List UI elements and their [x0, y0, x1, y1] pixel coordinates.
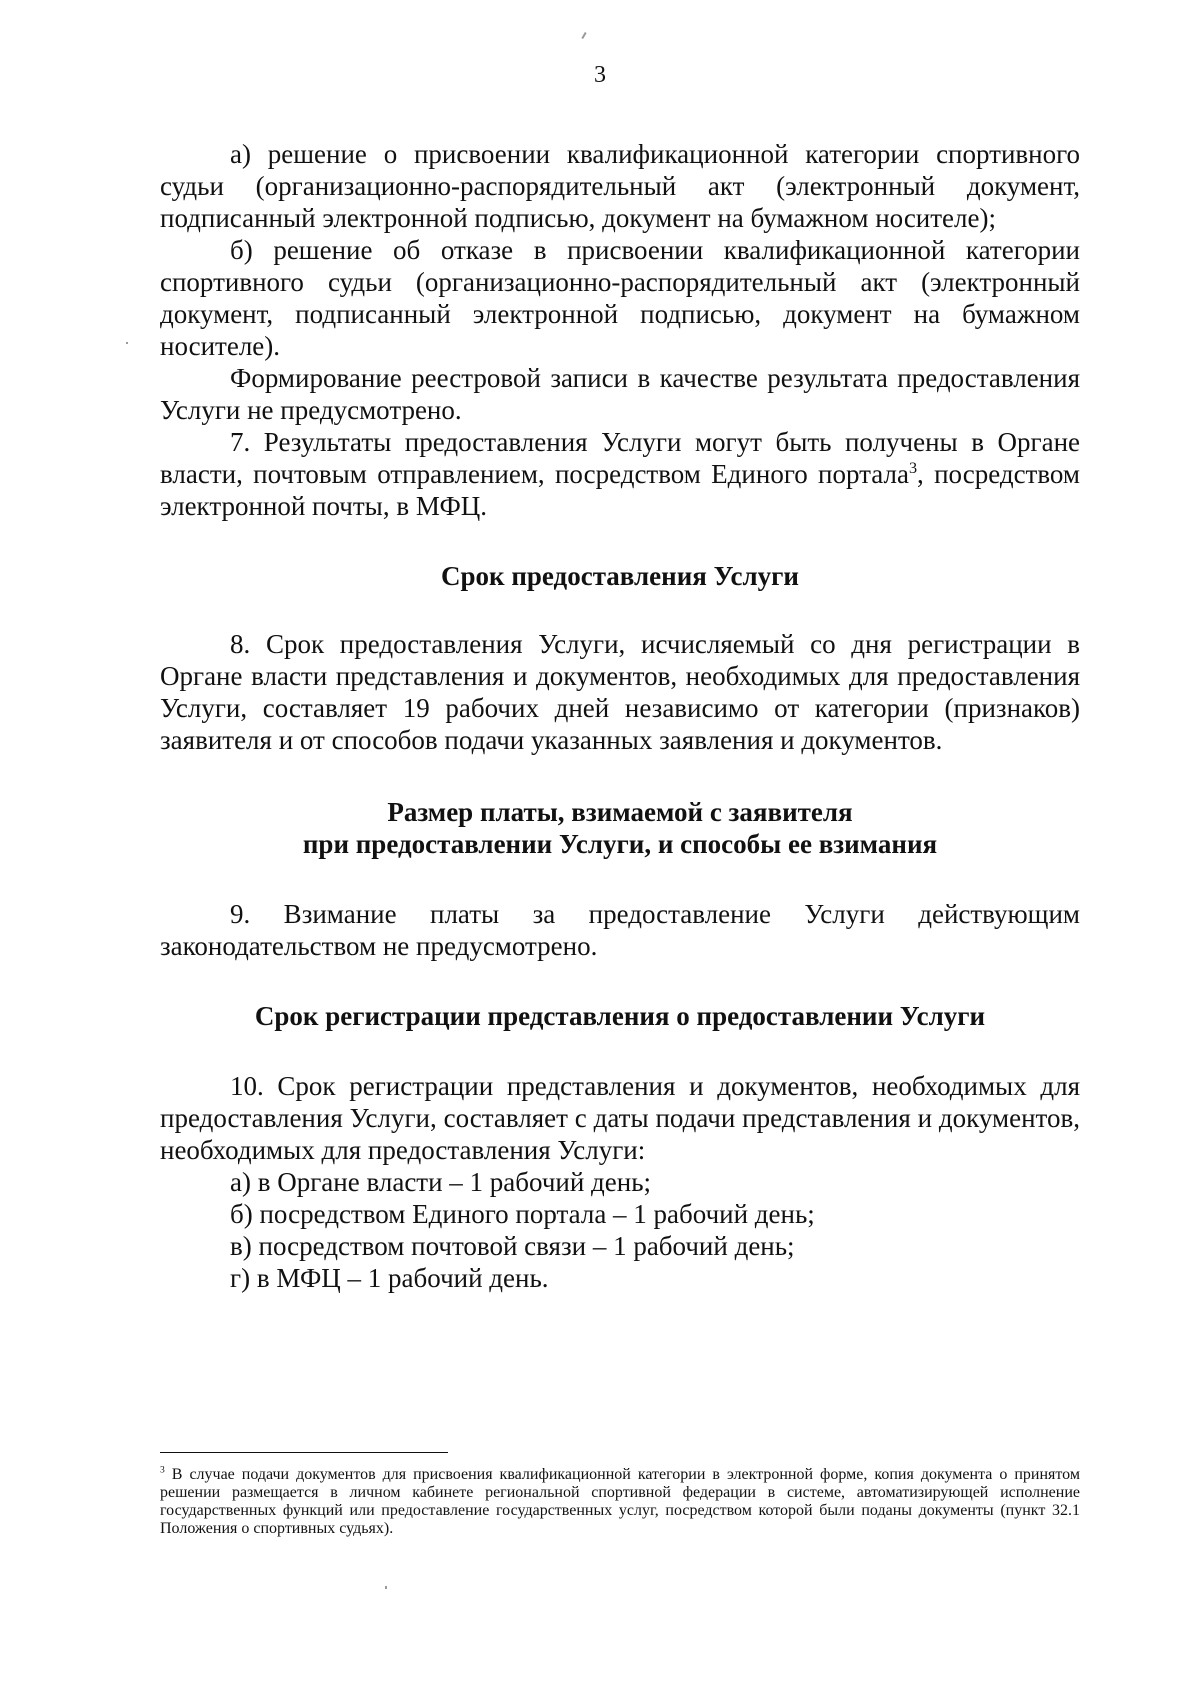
scan-mark	[385, 1586, 387, 1589]
list-item: в) посредством почтовой связи – 1 рабочий день;	[230, 1231, 795, 1261]
footnote-divider	[160, 1452, 448, 1453]
paragraph-9: 9. Взимание платы за предоставление Услуги действующим законодательством не предусмотрено.	[160, 899, 1080, 961]
paragraph-result-a: а) решение о присвоении квалификационной категории спортивного судьи (организационно-распорядительный акт (электронный документ, подписанный электронной подписью, документ на бумажном носителе);	[160, 139, 1080, 233]
list-item: б) посредством Единого портала – 1 рабочий день;	[230, 1199, 815, 1229]
paragraph-8: 8. Срок предоставления Услуги, исчисляемый со дня регистрации в Органе власти представления и документов, необходимых для предоставления Услуги, составляет 19 рабочих дней независимо от категории (признаков) заявителя и от способов подачи указанных заявления и документов.	[160, 629, 1080, 755]
paragraph-7-text-end: , посредством электронной почты, в МФЦ.	[160, 459, 1080, 521]
paragraph-7-text: 7. Результаты предоставления Услуги могут быть получены в Органе власти, почтовым отправлением, посредством Единого портала	[160, 427, 1080, 489]
paragraph-7	[160, 426, 1080, 522]
section-heading-fee	[160, 796, 1080, 860]
footnote-marker: 3	[160, 1464, 165, 1476]
section-heading-registration: Срок регистрации представления о предоставлении Услуги	[254, 1001, 986, 1031]
paragraph-10: 10. Срок регистрации представления и документов, необходимых для предоставления Услуги, составляет с даты подачи представления и документов, необходимых для предоставления Услуги:	[160, 1071, 1080, 1165]
section-heading-fee-line1: Размер платы, взимаемой с заявителя	[387, 797, 853, 827]
scan-mark	[581, 32, 586, 39]
footnote-reference: 3	[908, 459, 918, 477]
section-heading-term: Срок предоставления Услуги	[441, 561, 799, 591]
scan-mark	[126, 342, 128, 344]
footnote	[160, 1466, 1080, 1538]
paragraph-registry-record: Формирование реестровой записи в качестве результата предоставления Услуги не предусмотрено.	[160, 363, 1080, 425]
section-heading-fee-line2: при предоставлении Услуги, и способы ее взимания	[302, 829, 938, 859]
list-item: а) в Органе власти – 1 рабочий день;	[230, 1167, 652, 1197]
footnote-text: В случае подачи документов для присвоения квалификационной категории в электронной форме, копия документа о принятом решении размещается в личном кабинете региональной спортивной федерации в системе, автоматизирующей исполнение государственных функций или предоставление государственных услуг, посредством которой были поданы документы (пункт 32.1 Положения о спортивных судьях).	[160, 1466, 1080, 1537]
document-body	[160, 138, 1080, 1294]
page-number: 3	[594, 62, 606, 88]
paragraph-result-b: б) решение об отказе в присвоении квалификационной категории спортивного судьи (организационно-распорядительный акт (электронный документ, подписанный электронной подписью, документ на бумажном носителе).	[160, 235, 1080, 361]
list-item: г) в МФЦ – 1 рабочий день.	[230, 1263, 549, 1293]
